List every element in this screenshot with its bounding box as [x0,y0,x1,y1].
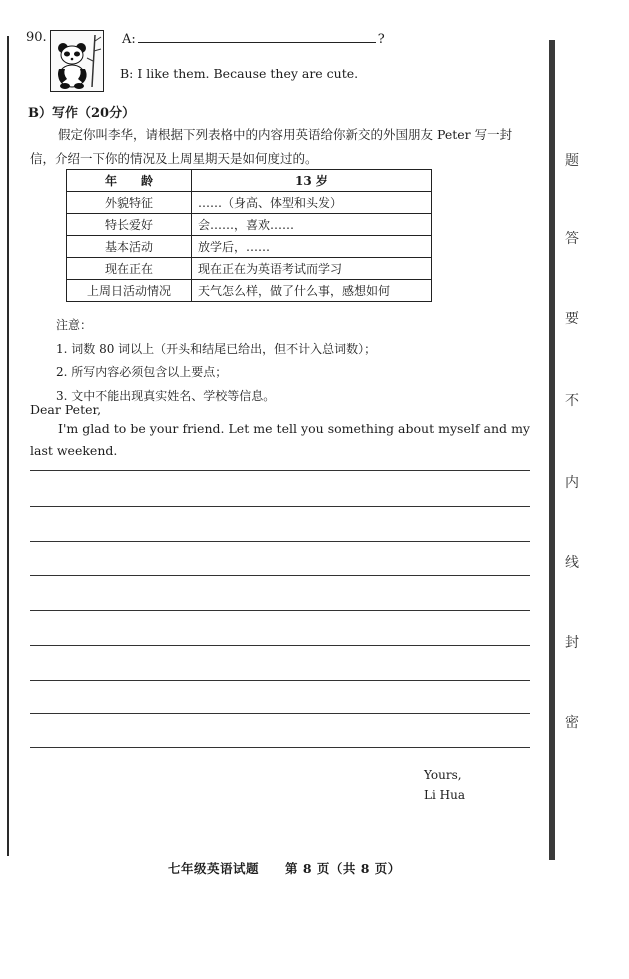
table-row [67,170,432,192]
panda-image [50,30,104,92]
note-item: 3. 文中不能出现真实姓名、学校等信息。 [56,388,276,403]
table-row [67,214,432,236]
table-row [67,258,432,280]
table-cell: 现在正在 [67,258,192,280]
margin-char: 线 [565,555,579,571]
table-cell: 会……，喜欢…… [192,214,432,236]
notes-title: 注意： [56,318,93,332]
table-cell: 基本活动 [67,236,192,258]
note-item: 2. 所写内容必须包含以上要点； [56,365,228,379]
writing-line[interactable] [30,470,530,471]
table-cell: 放学后，…… [192,236,432,258]
table-cell: ……（身高、体型和头发） [192,192,432,214]
table-cell: 年 龄 [67,170,192,192]
writing-line[interactable] [30,680,530,681]
table-cell: 外貌特征 [67,192,192,214]
letter-closing: Yours, [424,768,462,782]
table-row [67,192,432,214]
letter-opening: I'm glad to be your friend. Let me tell you something about myself and my last weekend. [30,421,530,458]
left-margin-rule [7,36,9,856]
dialogue-line-a [122,30,385,47]
section-title: B）写作（20分） [28,106,136,121]
table-cell: 天气怎么样，做了什么事，感想如何 [192,280,432,302]
margin-char: 题 [565,153,579,169]
seal-line-rule [549,40,555,860]
answer-blank[interactable] [138,30,376,43]
table-cell: 现在正在为英语考试而学习 [192,258,432,280]
writing-line[interactable] [30,541,530,542]
letter-salutation: Dear Peter, [30,402,102,417]
writing-line[interactable] [30,610,530,611]
margin-char: 密 [565,715,579,731]
notes-block [56,314,376,408]
table-cell: 特长爱好 [67,214,192,236]
writing-line[interactable] [30,713,530,714]
question-mark: ? [377,32,385,47]
margin-char: 内 [565,475,579,491]
margin-char: 要 [565,311,579,327]
writing-line[interactable] [30,747,530,748]
dialogue-line-b: B: I like them. Because they are cute. [120,66,359,81]
info-table [66,169,432,302]
page-footer: 七年级英语试题 第 8 页（共 8 页） [168,861,401,876]
writing-line[interactable] [30,575,530,576]
margin-char: 不 [565,393,579,409]
writing-instructions: 假定你叫李华，请根据下列表格中的内容用英语给你新交的外国朋友 Peter 写一封信，介绍一下你的情况及上周星期天是如何度过的。 [30,127,513,166]
table-cell: 上周日活动情况 [67,280,192,302]
table-row [67,236,432,258]
table-row [67,280,432,302]
question-number: 90. [26,30,47,45]
table-cell: 13 岁 [192,170,432,192]
writing-line[interactable] [30,645,530,646]
margin-char: 答 [565,231,579,247]
writing-line[interactable] [30,506,530,507]
note-item: 1. 词数 80 词以上（开头和结尾已给出，但不计入总词数）； [56,341,377,356]
margin-char: 封 [565,635,579,651]
letter-signature: Li Hua [424,788,465,802]
panda-icon [51,31,103,91]
speaker-a-label: A: [122,32,136,47]
